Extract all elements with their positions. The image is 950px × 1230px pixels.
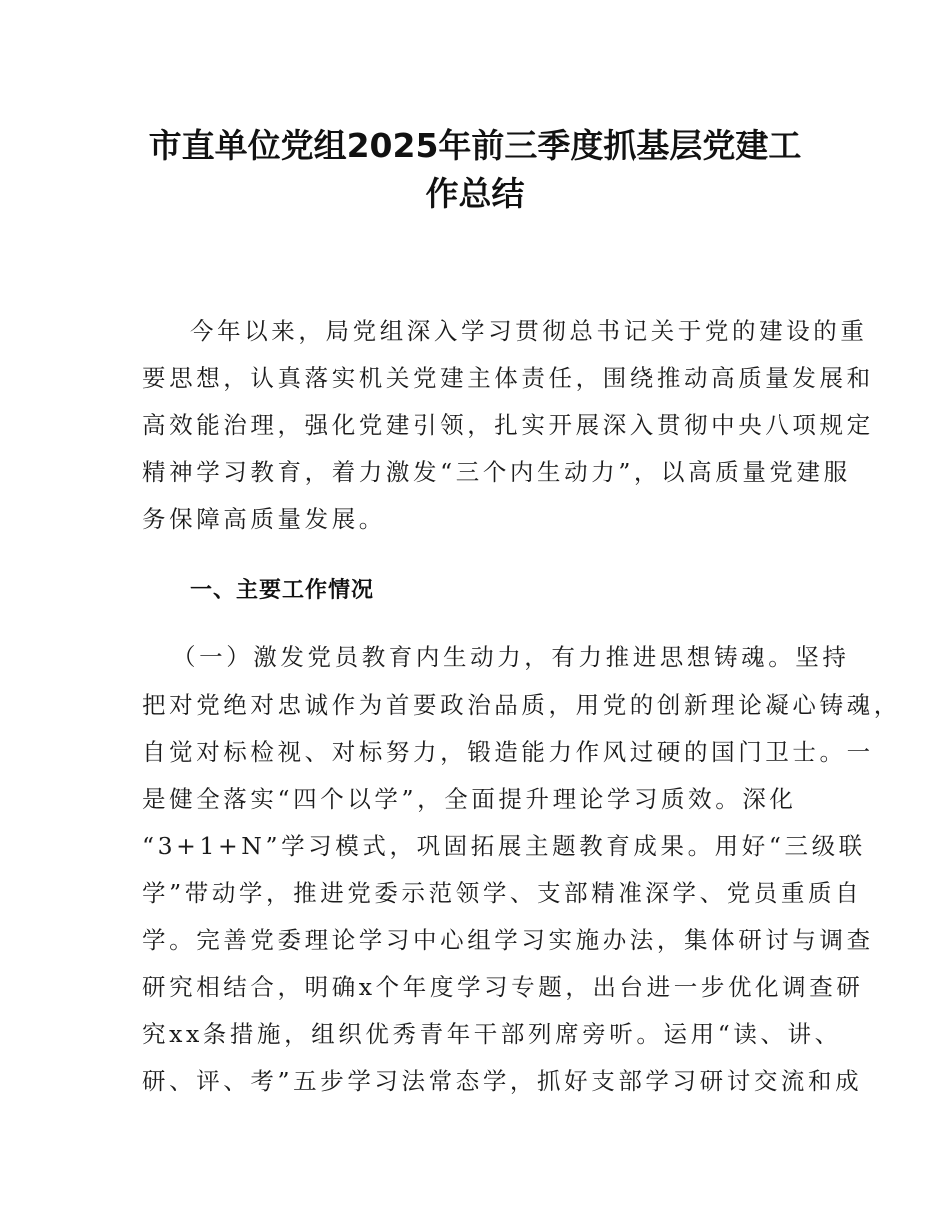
document-title-line-2: 作总结 [425,174,525,213]
intro-line-5: 务保障高质量发展。 [142,505,386,533]
section-heading: 一、主要工作情况 [190,578,375,603]
document-title-line-1: 市直单位党组2025年前三季度抓基层党建工 [148,126,802,165]
intro-line-3: 高效能治理，强化党建引领，扎实开展深入贯彻中央八项规定 [142,411,874,439]
section1-line-1: （一）激发党员教育内生动力，有力推进思想铸魂。坚持 [172,643,850,671]
section1-line-2: 把对党绝对忠诚作为首要政治品质，用党的创新理论凝心铸魂， [142,691,901,719]
section1-line-3: 自觉对标检视、对标努力，锻造能力作风过硬的国门卫士。一 [142,738,874,766]
section1-line-6: 学”带动学，推进党委示范领学、支部精准深学、党员重质自 [142,879,863,907]
section1-line-4: 是健全落实“四个以学”，全面提升理论学习质效。深化 [142,785,797,813]
section1-line-9: 究xx条措施，组织优秀青年干部列席旁听。运用“读、讲、 [142,1020,842,1048]
intro-line-4: 精神学习教育，着力激发“三个内生动力”，以高质量党建服 [142,458,851,486]
intro-line-2: 要思想，认真落实机关党建主体责任，围绕推动高质量发展和 [142,364,874,392]
intro-line-1: 今年以来，局党组深入学习贯彻总书记关于党的建设的重 [190,317,868,345]
section1-line-7: 学。完善党委理论学习中心组学习实施办法，集体研讨与调查 [142,926,874,954]
section1-line-5: “3+1+N”学习模式，巩固拓展主题教育成果。用好“三级联 [142,832,866,860]
section1-line-10: 研、评、考”五步学习法常态学，抓好支部学习研讨交流和成 [142,1067,863,1095]
section1-line-8: 研究相结合，明确x个年度学习专题，出台进一步优化调查研 [142,973,864,1001]
